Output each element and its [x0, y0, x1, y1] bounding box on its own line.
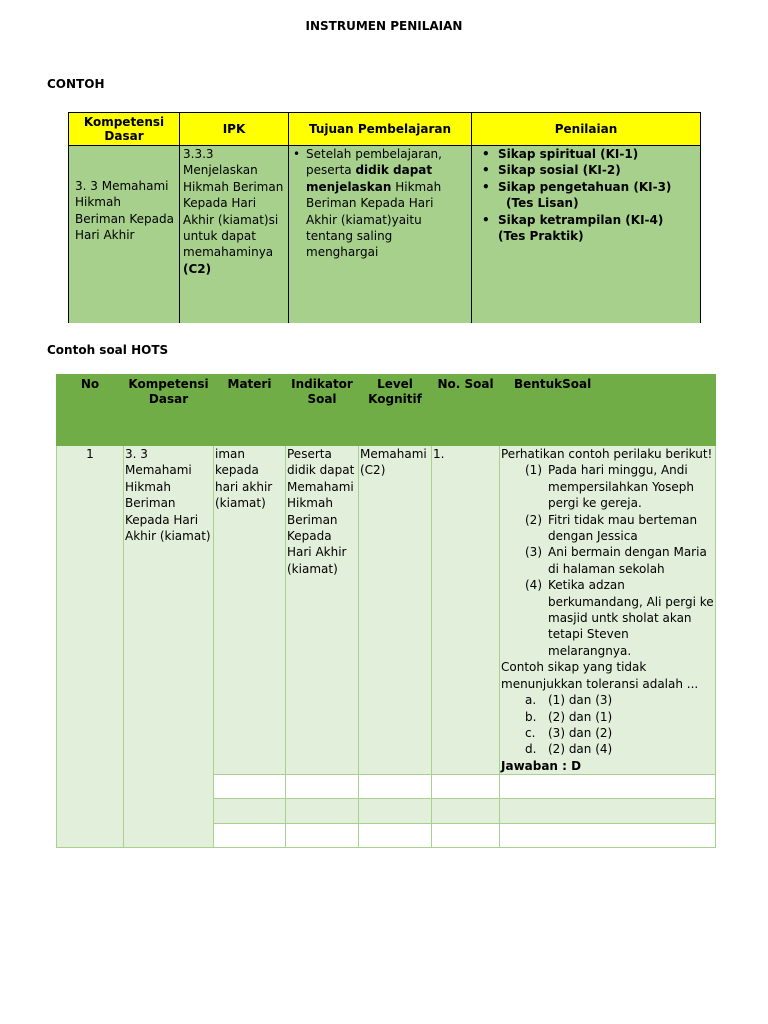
header-ipk: IPK: [180, 113, 289, 146]
empty-cell: [359, 775, 432, 799]
empty-cell: [359, 824, 432, 848]
penilaian-item: • Sikap pengetahuan (KI-3): [480, 179, 696, 195]
header-indikator-soal: Indikator Soal: [286, 375, 359, 428]
soal-option: b. (2) dan (1): [525, 709, 613, 724]
header-penilaian: Penilaian: [472, 113, 701, 146]
penilaian-note-tes-lisan: (Tes Lisan): [506, 196, 579, 211]
penilaian-item: • Sikap ketrampilan (KI-4): [480, 212, 696, 228]
row-no: 1: [57, 446, 124, 848]
document-title: INSTRUMEN PENILAIAN: [305, 19, 463, 33]
soal-answer: Jawaban : D: [501, 758, 582, 773]
empty-cell: [286, 775, 359, 799]
soal-item: (1) Pada hari minggu, Andi mempersilahkan Yoseph pergi ke gereja.: [525, 463, 695, 511]
header-level-kognitif: Level Kognitif: [359, 375, 432, 428]
ipk-level: (C2): [183, 261, 212, 276]
header-bentuk-soal: BentukSoal: [500, 375, 716, 428]
header-no: No: [57, 375, 124, 428]
soal-option: d. (2) dan (4): [525, 742, 613, 757]
cell-ipk: [180, 146, 289, 324]
section-contoh-label: CONTOH: [47, 77, 105, 91]
soal-item: (4) Ketika adzan berkumandang, Ali pergi ke masjid untk sholat akan tetapi Steven melarangnya.: [525, 578, 714, 658]
empty-cell: [214, 775, 286, 799]
penilaian-note-tes-praktik: (Tes Praktik): [498, 229, 584, 244]
soal-item: (3) Ani bermain dengan Maria di halaman sekolah: [525, 545, 707, 576]
penilaian-item: • Sikap sosial (KI-2): [480, 162, 696, 178]
header-materi: Materi: [214, 375, 286, 428]
row-materi: iman kepada hari akhir (kiamat): [214, 446, 286, 775]
soal-intro: Perhatikan contoh perilaku berikut!: [501, 447, 713, 461]
section-hots-label: Contoh soal HOTS: [47, 343, 169, 357]
empty-cell: [432, 824, 500, 848]
soal-question: Contoh sikap yang tidak menunjukkan toleransi adalah ...: [501, 660, 699, 691]
ipk-text: 3.3.3 Menjelaskan Hikmah Beriman Kepada Hari Akhir (kiamat)si untuk dapat memahaminya: [183, 147, 284, 260]
penilaian-item: • Sikap spiritual (KI-1): [480, 146, 696, 162]
soal-option: c. (3) dan (2): [525, 725, 613, 740]
header-kompetensi-dasar: Kompetensi Dasar: [69, 113, 180, 146]
header-kompetensi-dasar: Kompetensi Dasar: [124, 375, 214, 428]
tujuan-text-end: Hikmah Beriman Kepada Hari Akhir (kiamat)yaitu tentang saling menghargai: [306, 179, 442, 260]
soal-item: (2) Fitri tidak mau berteman dengan Jessica: [525, 512, 698, 544]
cell-penilaian: [472, 146, 701, 324]
empty-cell: [214, 799, 286, 824]
tujuan-item: [293, 146, 467, 261]
empty-cell: [286, 824, 359, 848]
empty-cell: [214, 824, 286, 848]
row-indikator: Peserta didik dapat Memahami Hikmah Beriman Kepada Hari Akhir (kiamat): [286, 446, 359, 775]
empty-cell: [500, 799, 716, 824]
row-kompetensi-dasar: 3. 3 Memahami Hikmah Beriman Kepada Hari Akhir (kiamat): [124, 446, 214, 848]
empty-cell: [500, 824, 716, 848]
soal-option: a. (1) dan (3): [525, 693, 613, 708]
cell-kompetensi-dasar: [69, 146, 180, 324]
row-level-kognitif: Memahami (C2): [359, 446, 432, 775]
kd-text: 3. 3 Memahami Hikmah Beriman Kepada Hari Akhir: [75, 179, 174, 243]
empty-cell: [432, 775, 500, 799]
empty-cell: [500, 775, 716, 799]
empty-cell: [359, 799, 432, 824]
empty-cell: [286, 799, 359, 824]
tujuan-text-bold: didik dapat menjelaskan: [306, 163, 433, 194]
cell-tujuan: [289, 146, 472, 324]
row-no-soal: 1.: [432, 446, 500, 775]
header-separator: [57, 428, 716, 446]
row-bentuk-soal: [500, 446, 716, 775]
hots-table: [56, 374, 716, 848]
header-no-soal: No. Soal: [432, 375, 500, 428]
empty-cell: [432, 799, 500, 824]
header-tujuan-pembelajaran: Tujuan Pembelajaran: [289, 113, 472, 146]
assessment-table: [68, 112, 701, 323]
tujuan-text-start: Setelah pembelajaran, peserta: [306, 147, 442, 178]
